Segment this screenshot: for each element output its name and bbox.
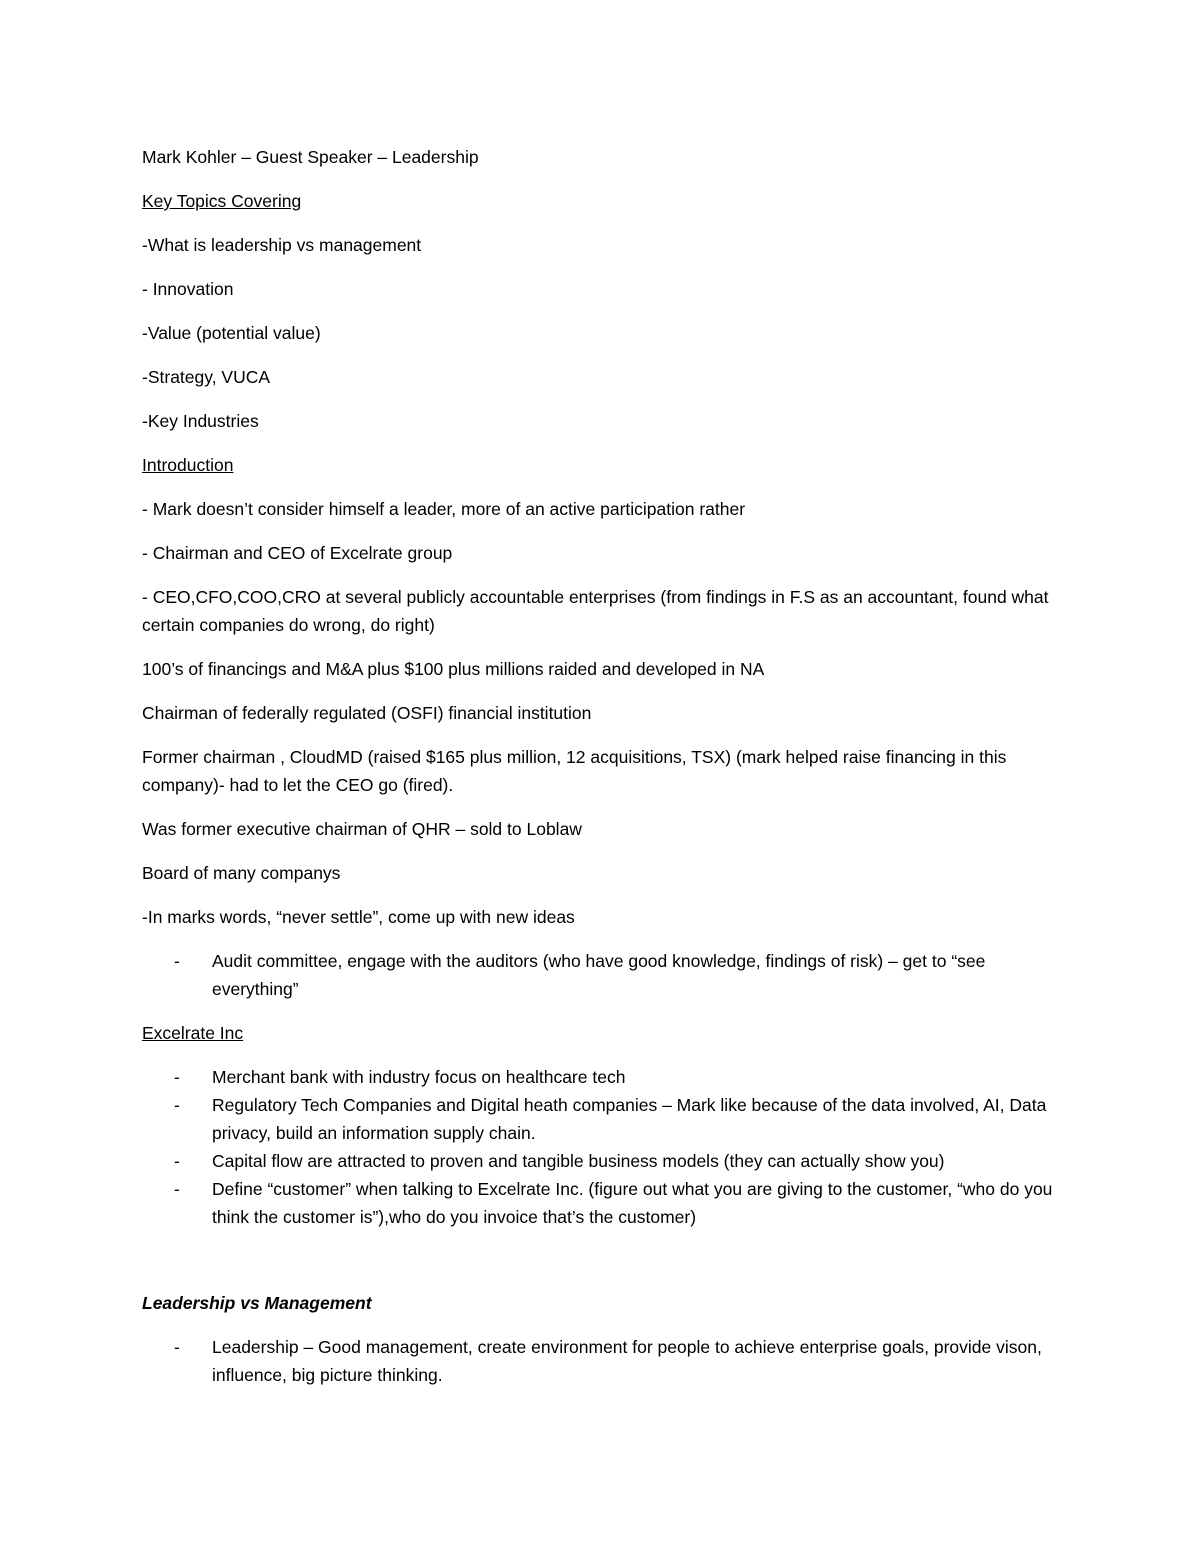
introduction-paragraph: Former chairman , CloudMD (raised $165 plus million, 12 acquisitions, TSX) (mark helped raise financing in this company)- had to let the CEO go (fired). bbox=[142, 747, 1007, 795]
list-item bbox=[142, 1091, 1062, 1147]
list-item-text: Leadership – Good management, create environment for people to achieve enterprise goals, provide vison, influence, big picture thinking. bbox=[212, 1337, 1042, 1385]
list-item bbox=[142, 1175, 1062, 1231]
key-topic-item: -What is leadership vs management bbox=[142, 235, 422, 255]
key-topics-heading: Key Topics Covering bbox=[142, 191, 302, 211]
excelrate-heading: Excelrate Inc bbox=[142, 1023, 244, 1043]
bullet-dash: - bbox=[174, 1337, 180, 1357]
introduction-paragraph: Chairman of federally regulated (OSFI) financial institution bbox=[142, 703, 592, 723]
list-item bbox=[142, 1333, 1062, 1389]
section-spacer bbox=[142, 1247, 1062, 1289]
bullet-dash: - bbox=[174, 1179, 180, 1199]
bullet-dash: - bbox=[174, 951, 180, 971]
introduction-paragraph: 100’s of financings and M&A plus $100 plus millions raided and developed in NA bbox=[142, 659, 765, 679]
key-topic-item: - Innovation bbox=[142, 279, 234, 299]
list-item bbox=[142, 1063, 1062, 1091]
introduction-paragraph: Board of many companys bbox=[142, 863, 341, 883]
introduction-heading: Introduction bbox=[142, 455, 234, 475]
list-item bbox=[142, 947, 1062, 1003]
bullet-dash: - bbox=[174, 1151, 180, 1171]
introduction-paragraph: - Chairman and CEO of Excelrate group bbox=[142, 543, 453, 563]
key-topic-item: -Strategy, VUCA bbox=[142, 367, 271, 387]
introduction-paragraph: Was former executive chairman of QHR – sold to Loblaw bbox=[142, 819, 582, 839]
document-title: Mark Kohler – Guest Speaker – Leadership bbox=[142, 147, 479, 167]
bullet-dash: - bbox=[174, 1067, 180, 1087]
introduction-paragraph: -In marks words, “never settle”, come up with new ideas bbox=[142, 907, 575, 927]
list-item-text: Audit committee, engage with the auditors (who have good knowledge, findings of risk) – get to “see everything” bbox=[212, 951, 986, 999]
leadership-vs-management-heading: Leadership vs Management bbox=[142, 1293, 372, 1313]
key-topic-item: -Value (potential value) bbox=[142, 323, 321, 343]
list-item-text: Regulatory Tech Companies and Digital heath companies – Mark like because of the data involved, AI, Data privacy, build an information supply chain. bbox=[212, 1095, 1047, 1143]
introduction-paragraph: - Mark doesn’t consider himself a leader, more of an active participation rather bbox=[142, 499, 746, 519]
key-topic-item: -Key Industries bbox=[142, 411, 259, 431]
introduction-bullet-list bbox=[142, 947, 1062, 1003]
list-item-text: Merchant bank with industry focus on healthcare tech bbox=[212, 1067, 626, 1087]
leadership-bullet-list bbox=[142, 1333, 1062, 1389]
document-body bbox=[142, 143, 1062, 1405]
introduction-paragraph: - CEO,CFO,COO,CRO at several publicly accountable enterprises (from findings in F.S as an accountant, found what certain companies do wrong, do right) bbox=[142, 587, 1049, 635]
bullet-dash: - bbox=[174, 1095, 180, 1115]
list-item-text: Define “customer” when talking to Excelrate Inc. (figure out what you are giving to the customer, “who do you think the customer is”),who do you invoice that’s the customer) bbox=[212, 1179, 1053, 1227]
list-item bbox=[142, 1147, 1062, 1175]
excelrate-bullet-list bbox=[142, 1063, 1062, 1231]
list-item-text: Capital flow are attracted to proven and tangible business models (they can actually show you) bbox=[212, 1151, 945, 1171]
